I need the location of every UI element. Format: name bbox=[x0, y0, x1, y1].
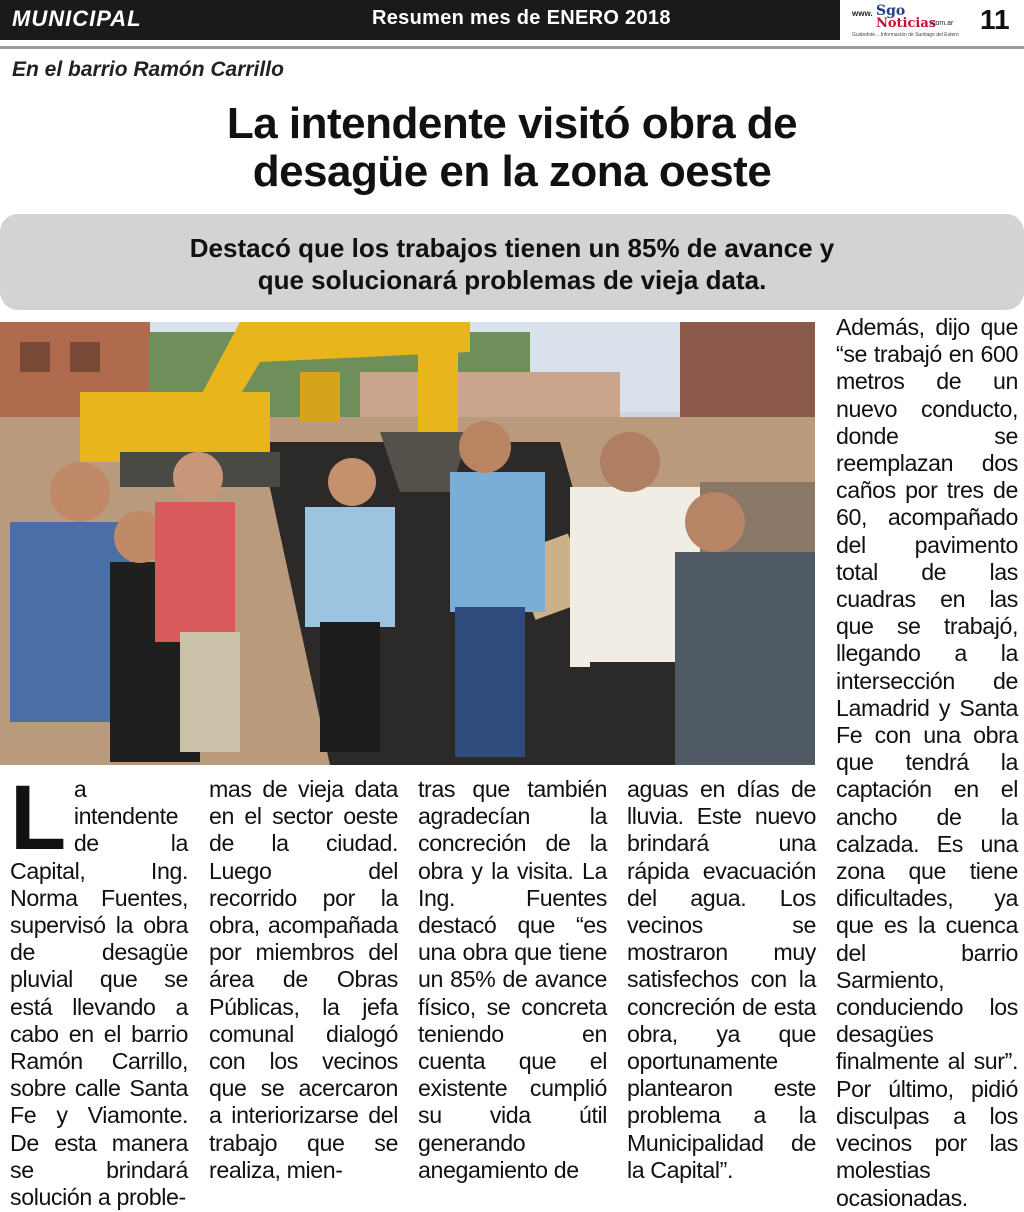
section-label: MUNICIPAL bbox=[12, 6, 142, 31]
headline-line-1: La intendente visitó obra de bbox=[226, 99, 798, 148]
column-1-text: a intendente de la Capital, Ing. Norma Fuentes, supervisó la obra de desagüe pluvial que se está llevando a cabo en el barrio Ramón Carrillo, sobre calle Santa Fe y Viamonte. De esta manera se brindará solución a proble- bbox=[10, 776, 188, 1211]
article-photo bbox=[0, 322, 815, 765]
subhead-line-2: que solucionará problemas de vieja data. bbox=[257, 265, 767, 295]
article-column-2: mas de vieja data en el sector oeste de la ciudad. Luego del recorrido por la obra, acompañada por miembros del área de Obras Públicas, la jefa comunal dialogó con los vecinos que se acercaron a interiorizarse del trabajo que se realiza, mien- bbox=[209, 776, 398, 1183]
header-bar bbox=[0, 0, 840, 40]
article-subhead bbox=[0, 232, 1024, 296]
article-column-4: aguas en días de lluvia. Este nuevo brindará una rápida evacuación del agua. Los vecinos se mostraron muy satisfechos con la concreción de esta obra, ya que oportunamente plantearon este problema a la Municipalidad de la Capital”. bbox=[627, 776, 816, 1183]
article-column-3: tras que también agradecían la concreción de la obra y la visita. La Ing. Fuentes destacó que “es una obra que tiene un 85% de avance físico, se concreta teniendo en cuenta que el existente cumplió su vida útil generando anegamiento de bbox=[418, 776, 607, 1183]
issue-label: Resumen mes de ENERO 2018 bbox=[372, 7, 671, 29]
sgo-noticias-logo: www. Sgo Noticias .com.ar Guiándote... Información de Santiago del Estero bbox=[852, 3, 959, 38]
headline-line-2: desagüe en la zona oeste bbox=[252, 147, 772, 196]
page-number: 11 bbox=[980, 4, 1010, 35]
subhead-line-1: Destacó que los trabajos tienen un 85% de avance y bbox=[189, 233, 835, 263]
subhead-box bbox=[0, 214, 1024, 310]
header-rule bbox=[0, 46, 1024, 49]
article-headline bbox=[0, 100, 1024, 196]
article-kicker: En el barrio Ramón Carrillo bbox=[12, 58, 284, 81]
article-column-1 bbox=[10, 767, 188, 1211]
article-column-5: Además, dijo que “se trabajó en 600 metros de un nuevo conducto, donde se reemplazan dos caños por tres de 60, acompañado del pavimento total de las cuadras en las que se trabajó, llegando a la intersección de Lamadrid y Santa Fe con una obra que tendrá la captación en el ancho de la calzada. Es una zona que tiene dificultades, ya que es la cuenca del barrio Sarmiento, conduciendo los desagües finalmente al sur”. Por último, pidió disculpas a los vecinos por las molestias ocasionadas. bbox=[836, 314, 1018, 1211]
drop-cap: L bbox=[10, 767, 66, 869]
photo-excavator-body bbox=[80, 392, 270, 462]
